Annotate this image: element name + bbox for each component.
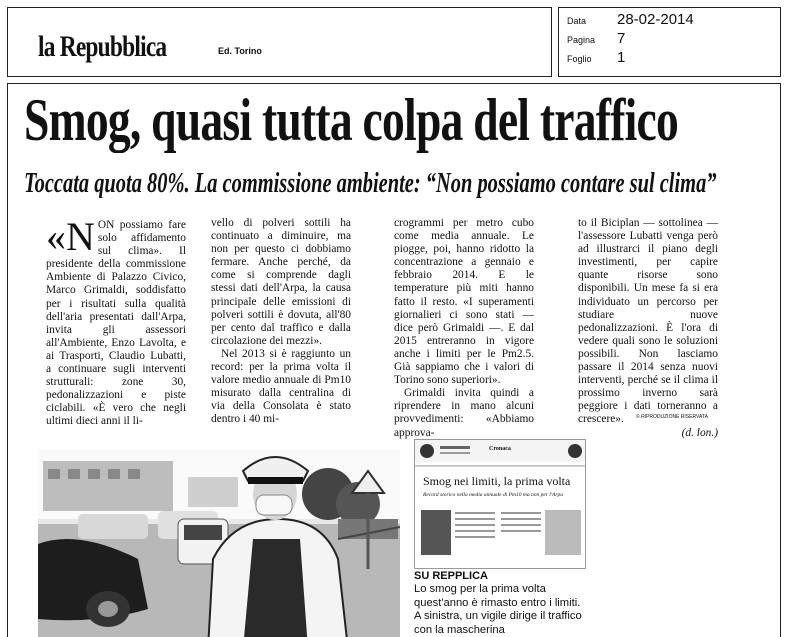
author-signature: (d. lon.)	[681, 426, 718, 439]
subheadline: Toccata quota 80%. La commissione ambiente: “Non possiamo contare sul clima”	[24, 168, 717, 199]
photo-illustration	[38, 449, 400, 637]
drop-cap: «N	[46, 214, 95, 259]
caption-title: SU REPPLICA	[414, 570, 488, 582]
page-label: Pagina	[567, 35, 596, 45]
column-2-paragraph-1: vello di polveri sottili ha continuato a diminuire, ma non per questo ci dobbiamo fermare. Anche perché, da come si comprende dagli stessi dati dell'Arpa, la causa principale delle emissioni di polveri sottili è dovuta, all'80 per cento dal traffico e dalla circolazione dei mezzi».	[211, 217, 351, 347]
column-3-paragraph-2: Grimaldi invita quindi a riprendere in mano alcuni provvedimenti: «Abbiamo approva-	[394, 387, 534, 439]
metadata-box	[558, 7, 781, 77]
article-column-2	[211, 217, 351, 427]
article-column-4	[578, 217, 718, 440]
article-column-1	[46, 214, 186, 429]
sheet-value: 1	[617, 49, 626, 66]
edition-label: Ed. Torino	[218, 46, 262, 56]
column-2-paragraph-2: Nel 2013 si è raggiunto un record: per la prima volta il valore medio annuale di Pm10 misurato dalla centralina di via della Consolata è stato dentro i 40 mi-	[211, 347, 351, 426]
headline: Smog, quasi tutta colpa del traffico	[24, 87, 679, 153]
column-3-paragraph-1: crogrammi per metro cubo come media annuale. Le piogge, poi, hanno ridotto la concentrazione a gennaio e febbraio 2014. E le temperature più miti hanno fatto il resto. «I superamenti giornalieri ci sono stati — dice però Grimaldi —. E dal 2015 entreranno in vigore anche i limiti per le Pm2.5. Già sappiamo che i valori di Torino sono superiori».	[394, 217, 534, 387]
front-page-thumbnail	[414, 439, 586, 569]
article-column-3	[394, 217, 534, 440]
thumbnail-headline: Smog nei limiti, la prima volta	[423, 474, 571, 488]
date-label: Data	[567, 16, 587, 26]
sheet-label: Foglio	[567, 54, 592, 64]
thumbnail-section: Cronaca	[489, 446, 511, 452]
thumbnail-subline: Record storico nella media annuale di Pm10 ma non per l'Arpa	[423, 492, 563, 498]
newspaper-logo: la Repubblica	[38, 30, 167, 63]
masthead	[7, 7, 552, 77]
caption-text: Lo smog per la prima volta quest'anno è rimasto entro i limiti. A sinistra, un vigile dirige il traffico con la mascherina	[414, 583, 582, 636]
column-1-text: ON possiamo fare solo affidamento sul clima». Il presidente della commissione Ambiente di Palazzo Civico, Marco Grimaldi, soddisfatto per i risultati sulla qualità dell'aria presentati dall'Arpa, invita gli assessori all'Ambiente, Enzo Lavolta, e ai Trasporti, Claudio Lubatti, a continuare sugli interventi strutturali: zone 30, pedonalizzazioni e piste ciclabili. «È vero che negli ultimi dieci anni il li-	[46, 219, 186, 428]
column-4-text: to il Biciplan — sottolinea — l'assessore Lubatti venga però ad illustrarci il piano degli investimenti, per capire quante risorse sono disponibili. Un mese fa si era individuato un percorso per studiare nuove pedonalizzazioni. È l'ora di vedere quali sono le soluzioni possibili. Non lasciamo passare il 2014 senza nuovi interventi, perché se il clima il prossimo inverno sarà peggiore i dati torneranno a crescere».	[578, 217, 718, 426]
thumbnail-illustration	[415, 440, 586, 569]
traffic-officer-photo	[38, 449, 400, 637]
article-clipping	[7, 83, 781, 637]
date-value: 28-02-2014	[617, 11, 694, 28]
copyright-notice: © RIPRODUZIONE RISERVATA	[636, 414, 708, 420]
page-value: 7	[617, 30, 626, 47]
